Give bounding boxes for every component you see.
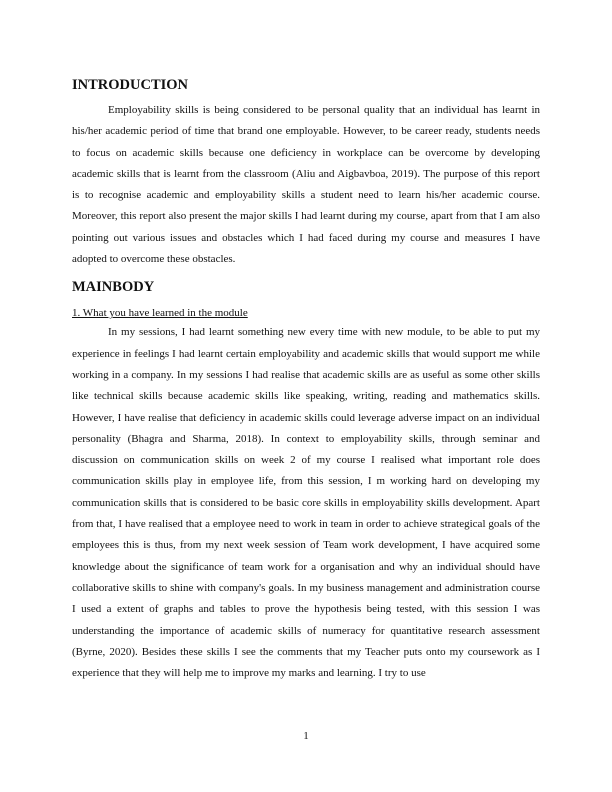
page-number: 1 [303, 730, 309, 742]
mainbody-paragraph: In my sessions, I had learnt something new every time with new module, to be able to put my experience in feelings I had learnt certain employability and academic skills that would support me while working in a company. In my sessions I had realise that academic skills are as useful as some other skills like technical skills because academic skills like speaking, writing, reading and mathematics skills. However, I have realise that deficiency in academic skills could leverage adverse impact on an individual personality (Bhagra and Sharma, 2018). In context to employability skills, through seminar and discussion on communication skills on week 2 of my course I realised what important role does communication skills play in employee life, from this session, I m working hard on developing my communication skills that is considered to be basic core skills in employability skills development. Apart from that, I have realised that a employee need to work in team in order to achieve strategical goals of the employees this is thus, from my next week session of Team work development, I have acquired some knowledge about the significance of team work for a organisation and why an individual should have collaborative skills to shine with company's goals. In my business management and administration course I used a extent of graphs and tables to prove the hypothesis being tested, with this session I was understanding the importance of academic skills of numeracy for quantitative research assessment (Byrne, 2020). Besides these skills I see the comments that my Teacher puts onto my coursework as I experience that they will help me to improve my marks and learning. I try to use [72, 326, 540, 680]
mainbody-heading: MAINBODY [72, 279, 155, 296]
document-page [72, 74, 540, 684]
section-subheading: 1. What you have learned in the module [72, 307, 248, 320]
introduction-paragraph: Employability skills is being considered to be personal quality that an individual has learnt in his/her academic period of time that brand one employable. However, to be career ready, students needs to focus on academic skills because one deficiency in workplace can be overcome by developing academic skills that is learnt from the classroom (Aliu and Aigbavboa, 2019). The purpose of this report is to recognise academic and employability skills a student need to learn his/her academic course. Moreover, this report also present the major skills I had learnt during my course, apart from that I am also pointing out various issues and obstacles which I had faced during my course and measures I have adopted to overcome these obstacles. [72, 104, 540, 266]
introduction-heading: INTRODUCTION [72, 77, 189, 93]
